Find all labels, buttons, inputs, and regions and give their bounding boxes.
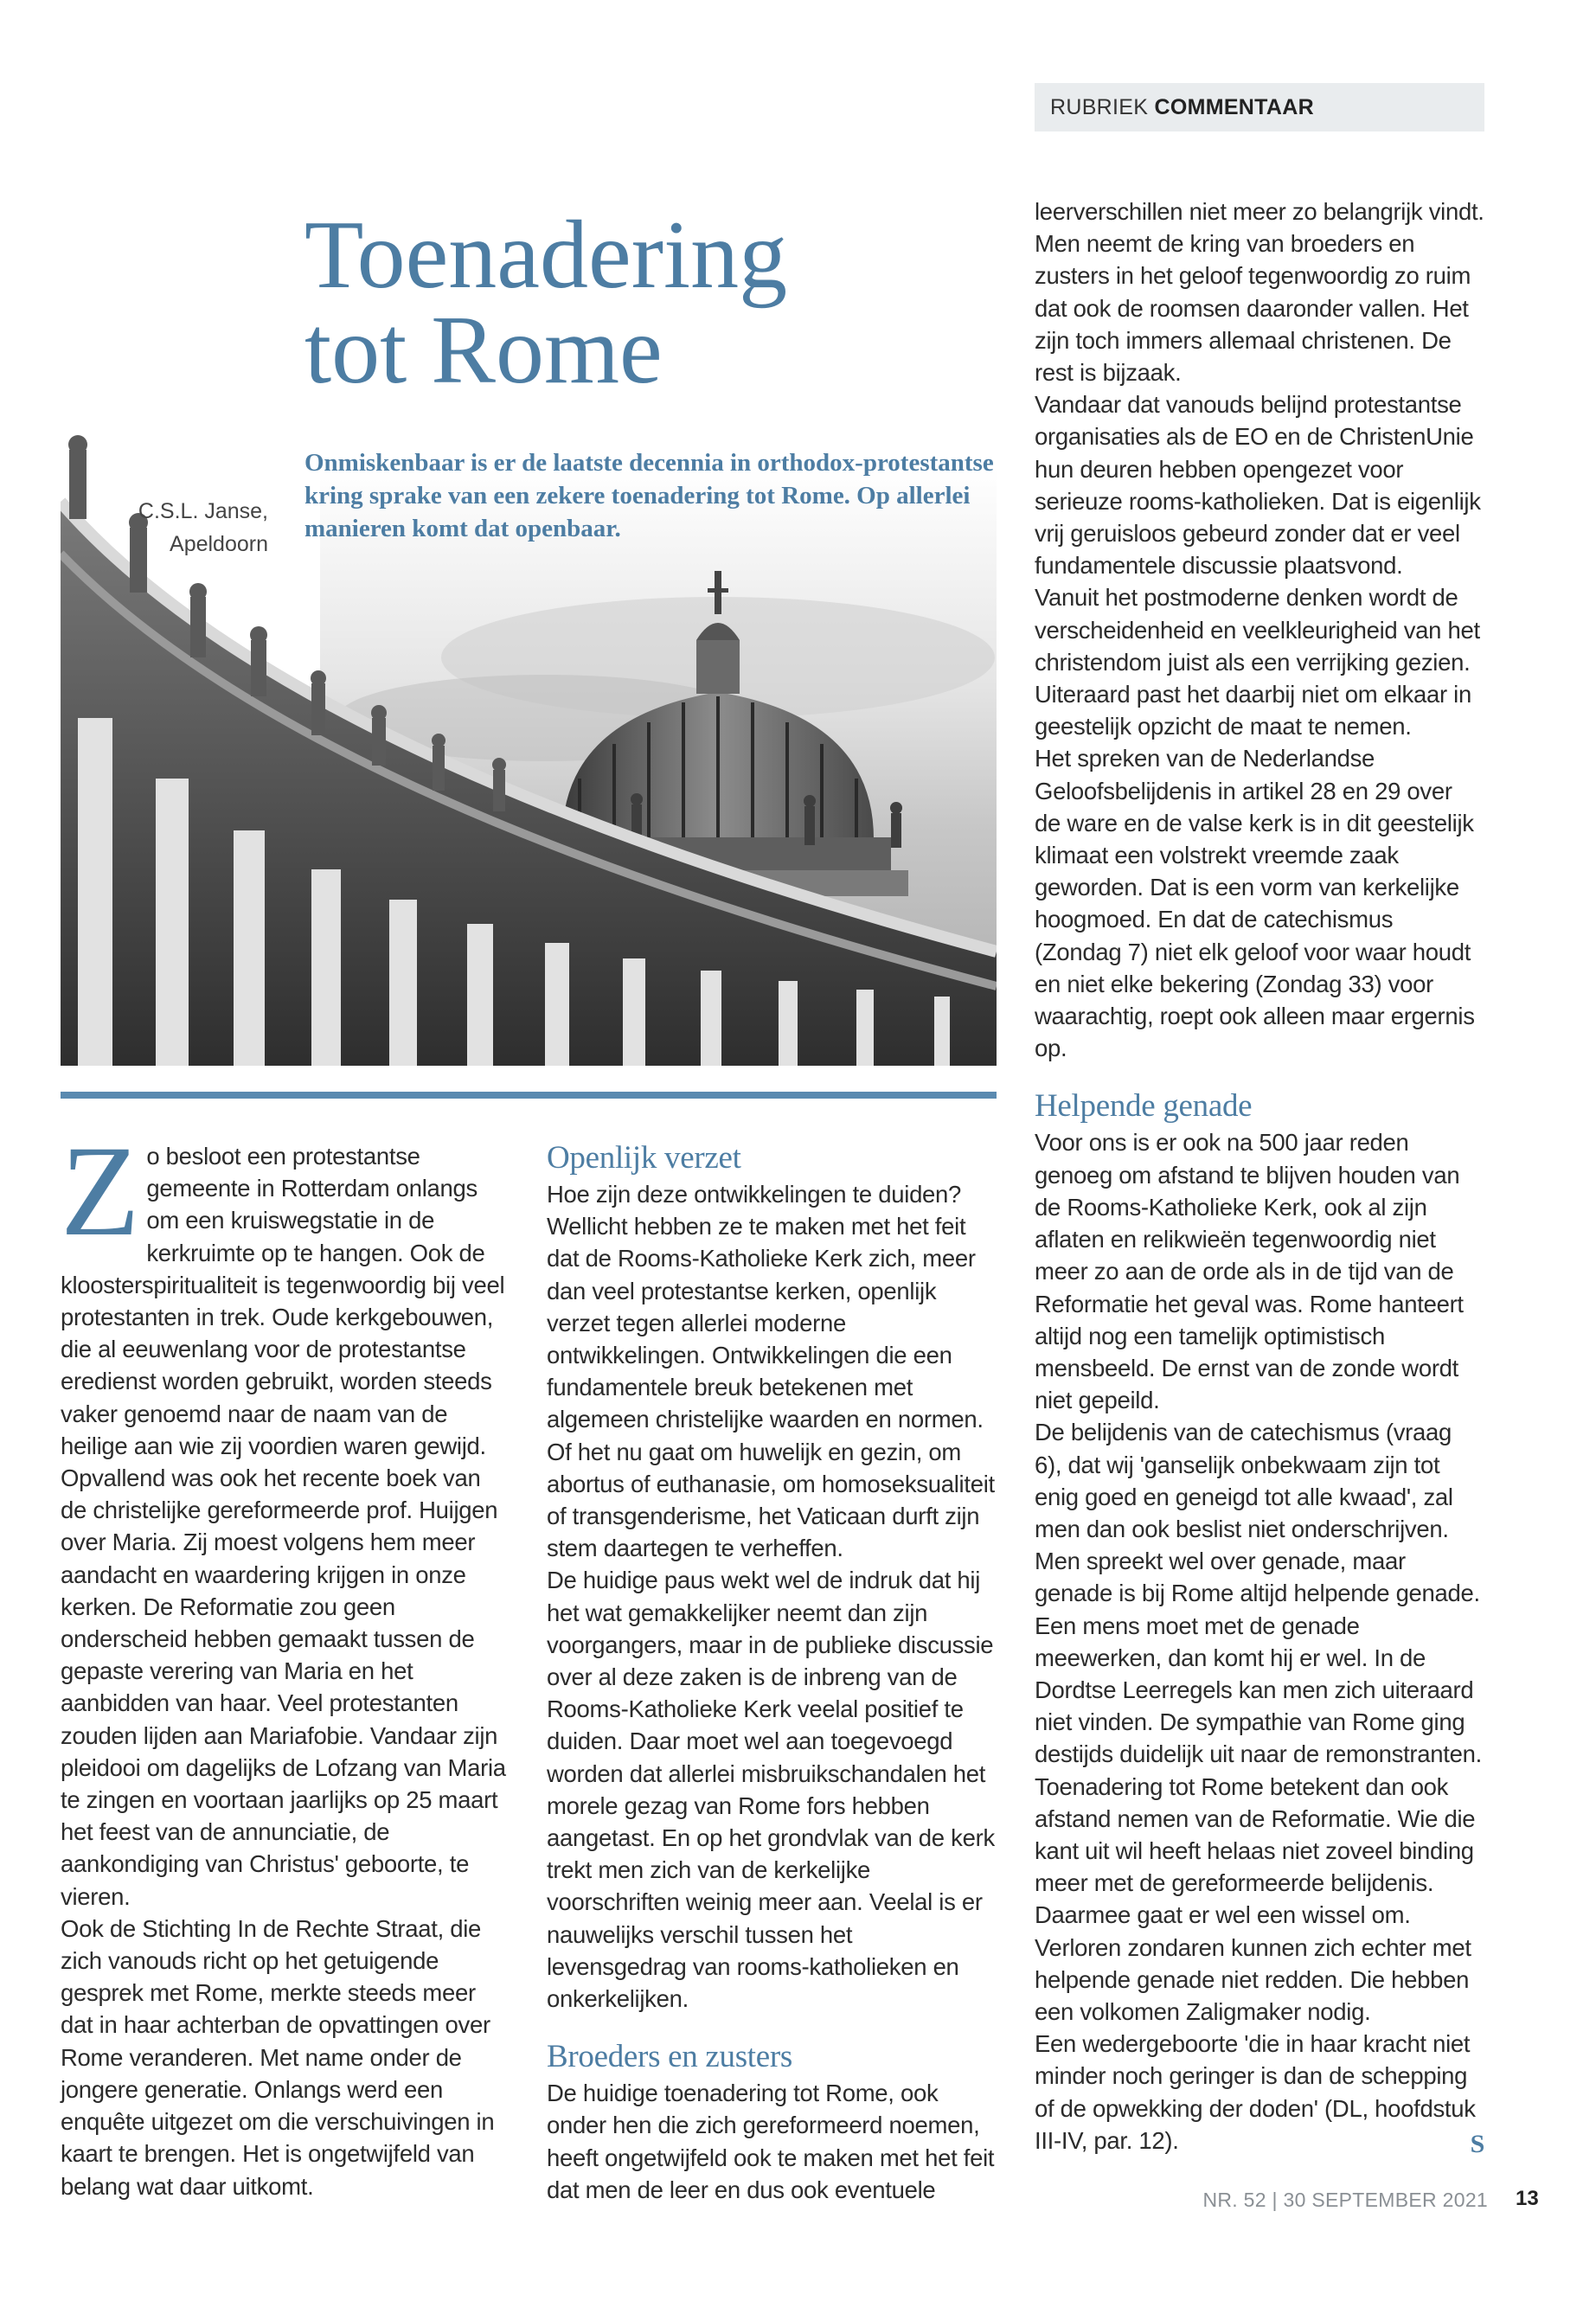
title-line-1: Toenadering (304, 202, 788, 309)
first-paragraph-text: o besloot een protestantse gemeente in Rotterdam onlangs om een kruiswegstatie in de kerkruimte op te hangen. Ook de kloosterspiritualiteit is tegenwoordig bij veel protestanten in trek. Oude kerkgebouwen, die al eeuwenlang voor de protestantse eredienst worden gebruikt, worden steeds vaker genoemd naar de naam van de heilige aan wie zij voordien waren gewijd. (61, 1143, 505, 1459)
column-3 (1035, 195, 1484, 2160)
subheading-broeders-en-zusters: Broeders en zusters (547, 2039, 793, 2075)
author-name: C.S.L. Janse, (138, 499, 268, 523)
author-byline (112, 495, 268, 561)
article-lead: Onmiskenbaar is er de laatste decennia in orthodox-protestantse kring sprake van een zekere toenadering tot Rome. Op allerlei manieren komt dat openbaar. (304, 449, 994, 542)
section-label-prefix: RUBRIEK (1050, 95, 1149, 119)
subheading-openlijk-verzet: Openlijk verzet (547, 1140, 741, 1176)
column-2 (547, 1140, 997, 2206)
article-title (304, 202, 997, 404)
paragraph: leerverschillen niet meer zo belangrijk vindt. Men neemt de kring van broeders en zusters in het geloof tegenwoordig zo ruim dat ook de roomsen daaronder vallen. Het zijn toch immers allemaal christenen. De rest is bijzaak. (1035, 198, 1484, 387)
paragraph: Vanuit het postmoderne denken wordt de verscheidenheid en veelkleurigheid van het christendom juist als een verrijking gezien. Uiteraard past het daarbij niet om elkaar in geestelijk opzicht de maat te nemen. (1035, 584, 1480, 740)
section-label (1035, 83, 1484, 131)
drop-cap: Z (61, 1119, 140, 1263)
issue-info: NR. 52 | 30 SEPTEMBER 2021 (1202, 2189, 1488, 2211)
paragraph: Toenadering tot Rome betekent dan ook afstand nemen van de Reformatie. Wie die kant uit wil heeft helaas niet zoveel binding meer met de gereformeerde belijdenis. Daarmee gaat er wel een wissel om. Verloren zondaren kunnen zich echter met helpende genade niet redden. Die hebben een volkomen Zaligmaker nodig. (1035, 1772, 1476, 2025)
divider-rule (61, 1092, 997, 1099)
paragraph: Ook de Stichting In de Rechte Straat, die zich vanouds richt op het getuigende gesprek met Rome, merkte steeds meer dat in haar achterban de opvattingen over Rome veranderen. Met name onder de jongere generatie. Onlangs werd een enquête uitgezet om die verschuivingen in kaart te brengen. Het is ongetwijfeld van belang wat daar uitkomt. (61, 1914, 495, 2200)
subheading-helpende-genade: Helpende genade (1035, 1088, 1253, 1125)
spacer (547, 2015, 997, 2039)
spacer (1035, 1064, 1484, 1088)
paragraph: Vandaar dat vanouds belijnd protestantse organisaties als de EO en de ChristenUnie hun deuren hebben opengezet voor serieuze rooms-katholieken. Dat is eigenlijk vrij geruisloos gebeurd zonder dat er veel fundamentele discussie plaatsvond. (1035, 391, 1481, 580)
paragraph: Het spreken van de Nederlandse Geloofsbelijdenis in artikel 28 en 29 over de ware en de valse kerk is in dit geestelijk klimaat een volstrekt vreemde zaak geworden. Dat is een vorm van kerkelijke hoogmoed. En dat de catechismus (Zondag 7) niet elk geloof voor waar houdt en niet elke bekering (Zondag 33) voor waarachtig, roept ook alleen maar ergernis op. (1035, 745, 1475, 1062)
paragraph (61, 1119, 510, 1462)
end-mark-icon: S (1470, 2129, 1484, 2158)
section-label-name: COMMENTAAR (1154, 95, 1314, 119)
final-paragraph-text: Een wedergeboorte 'die in haar kracht niet minder noch geringer is dan de schepping of de opwekking der doden' (DL, hoofdstuk III-IV, par. 12). (1035, 2030, 1476, 2154)
title-line-2: tot Rome (304, 297, 663, 404)
author-place: Apeldoorn (170, 532, 268, 556)
paragraph: De huidige paus wekt wel de indruk dat hij het wat gemakkelijker neemt dan zijn voorgangers, maar in de publieke discussie over al deze zaken is de inbreng van de Rooms-Katholieke Kerk veelal positief te duiden. Daar moet wel aan toegevoegd worden dat allerlei misbruikschandalen het morele gezag van Rome fors hebben aangetast. En op het grondvlak van de kerk trekt men zich van de kerkelijke voorschriften weinig meer aan. Veelal is er nauwelijks verschil tussen het levensgedrag van rooms-katholieken en onkerkelijken. (547, 1567, 995, 2013)
paragraph: De huidige toenadering tot Rome, ook onder hen die zich gereformeerd noemen, heeft ongetwijfeld ook te maken met het feit dat men de leer en dus ook eventuele (547, 2080, 995, 2203)
paragraph (1035, 2028, 1484, 2157)
paragraph: Voor ons is er ook na 500 jaar reden genoeg om afstand te blijven houden van de Rooms-Katholieke Kerk, ook al zijn aflaten en relikwieën tegenwoordig niet meer zo aan de orde als in de tijd van de Reformatie het geval was. Rome hanteert altijd nog een tamelijk optimistisch mensbeeld. De ernst van de zonde wordt niet gepeild. (1035, 1129, 1464, 1414)
paragraph: De belijdenis van de catechismus (vraag 6), dat wij 'ganselijk onbekwaam zijn tot enig goed en geneigd tot alle kwaad', zal men dan ook beslist niet onderschrijven. Men spreekt wel over genade, maar genade is bij Rome altijd helpende genade. Een mens moet met de genade meewerken, dan komt hij er wel. In de Dordtse Leerregels kan men zich uiteraard niet vinden. De sympathie van Rome ging destijds duidelijk uit naar de remonstranten. (1035, 1419, 1482, 1768)
column-1 (61, 1119, 510, 2202)
paragraph: Hoe zijn deze ontwikkelingen te duiden? Wellicht hebben ze te maken met het feit dat de Rooms-Katholieke Kerk zich, meer dan veel protestantse kerken, openlijk verzet tegen allerlei moderne ontwikkelingen. Ontwikkelingen die een fundamentele breuk betekenen met algemeen christelijke waarden en normen. Of het nu gaat om huwelijk en gezin, om abortus of euthanasie, om homoseksualiteit of transgenderisme, het Vaticaan durft zijn stem daartegen te verheffen. (547, 1181, 995, 1562)
page-number: 13 (1516, 2187, 1539, 2210)
paragraph: Opvallend was ook het recente boek van de christelijke gereformeerde prof. Huijgen over Maria. Zij moest volgens hem meer aandacht en waardering krijgen in onze kerken. De Reformatie zou geen onderscheid hebben gemaakt tussen de gepaste verering van Maria en het aanbidden van haar. Veel protestanten zouden lijden aan Mariafobie. Vandaar zijn pleidooi om dagelijks de Lofzang van Maria te zingen en voortaan jaarlijks op 25 maart het feest van de annunciatie, de aankondiging van Christus' geboorte, te vieren. (61, 1465, 506, 1910)
